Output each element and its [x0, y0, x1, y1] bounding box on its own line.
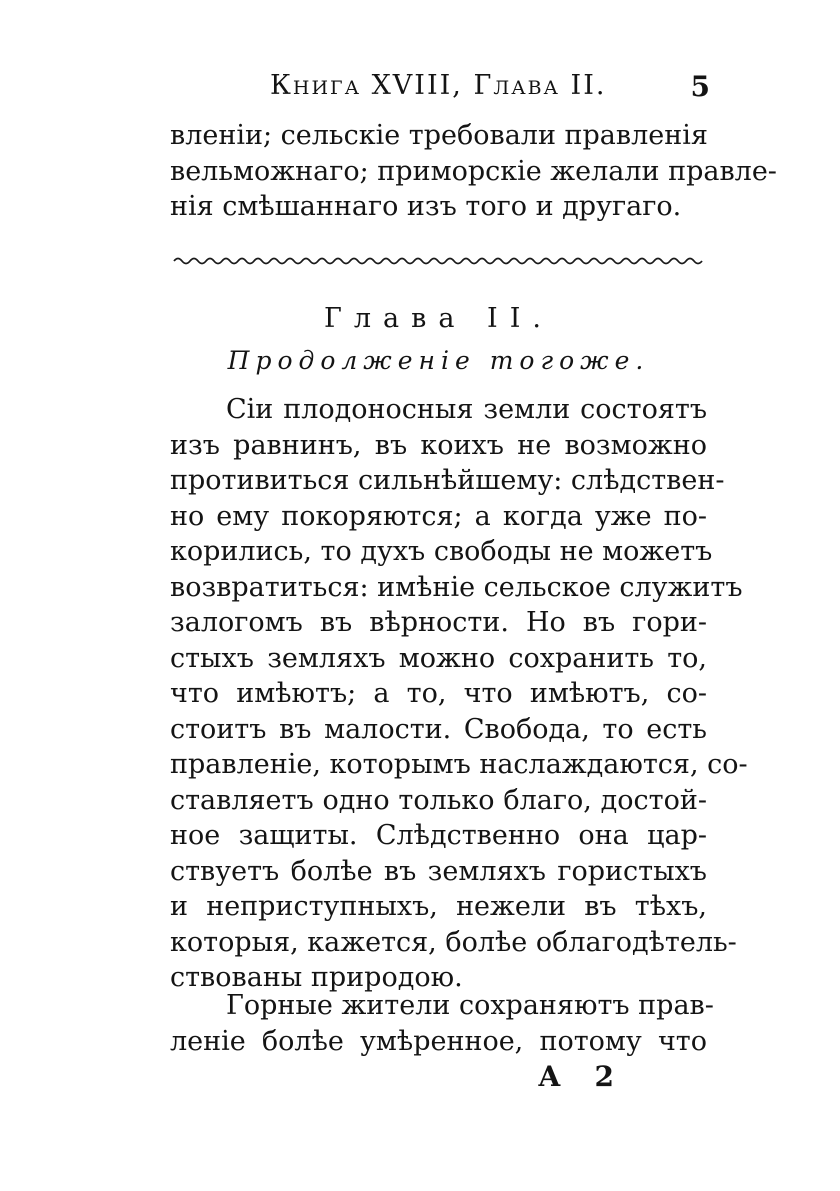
ornamental-rule [172, 254, 704, 268]
text-line: ствованы природою. [170, 962, 463, 993]
text-line: вленіи; сельскіе требовали правленія [170, 120, 708, 151]
text-line: противиться сильнѣйшему: слѣдствен- [170, 465, 725, 496]
paragraph-1 [170, 392, 748, 996]
chapter-title: Глава II. [324, 303, 553, 334]
text-line: леніе болѣе умѣренное, потому что [170, 1025, 707, 1057]
text-line: правленіе, которымъ наслаждаются, со- [170, 749, 748, 780]
text-line: стоитъ въ малости. Свобода, то есть [170, 713, 707, 745]
running-head [170, 70, 710, 110]
text-line: ствуетъ болѣе въ земляхъ гористыхъ [170, 855, 707, 887]
text-line: нія смѣшаннаго изъ того и другаго. [170, 191, 682, 222]
text-line: ное защиты. Слѣдственно она цар- [170, 820, 707, 851]
text-line: залогомъ въ вѣрности. Но въ гори- [170, 607, 707, 638]
text-line: что имѣютъ; а то, что имѣютъ, со- [170, 678, 707, 709]
page-number: 5 [690, 70, 710, 103]
text-line: и неприступныхъ, нежели въ тѣхъ, [170, 891, 707, 922]
text-line: ставляетъ одно только благо, достой- [170, 784, 707, 816]
text-line: которыя, кажется, болѣе облагодѣтель- [170, 926, 737, 958]
text-line: Сіи плодоносныя земли состоятъ [226, 394, 707, 425]
text-line: стыхъ земляхъ можно сохранить то, [170, 642, 707, 674]
text-line: изъ равнинъ, въ коихъ не возможно [170, 429, 707, 461]
text-line: Горные жители сохраняютъ прав- [226, 990, 714, 1021]
running-title: Книга XVIII, Глава II. [270, 70, 607, 101]
chapter-subtitle: Продолженіе тогоже. [227, 346, 650, 375]
text-line: корились, то духъ свободы не можетъ [170, 536, 713, 567]
signature-mark: А 2 [538, 1060, 627, 1093]
text-line: вельможнаго; приморскіе желали правле- [170, 155, 777, 187]
text-line: но ему покоряются; а когда уже по- [170, 500, 707, 532]
top-paragraph [170, 118, 777, 225]
text-line: возвратиться: имѣніе сельское служитъ [170, 571, 743, 603]
paragraph-2 [170, 988, 714, 1059]
